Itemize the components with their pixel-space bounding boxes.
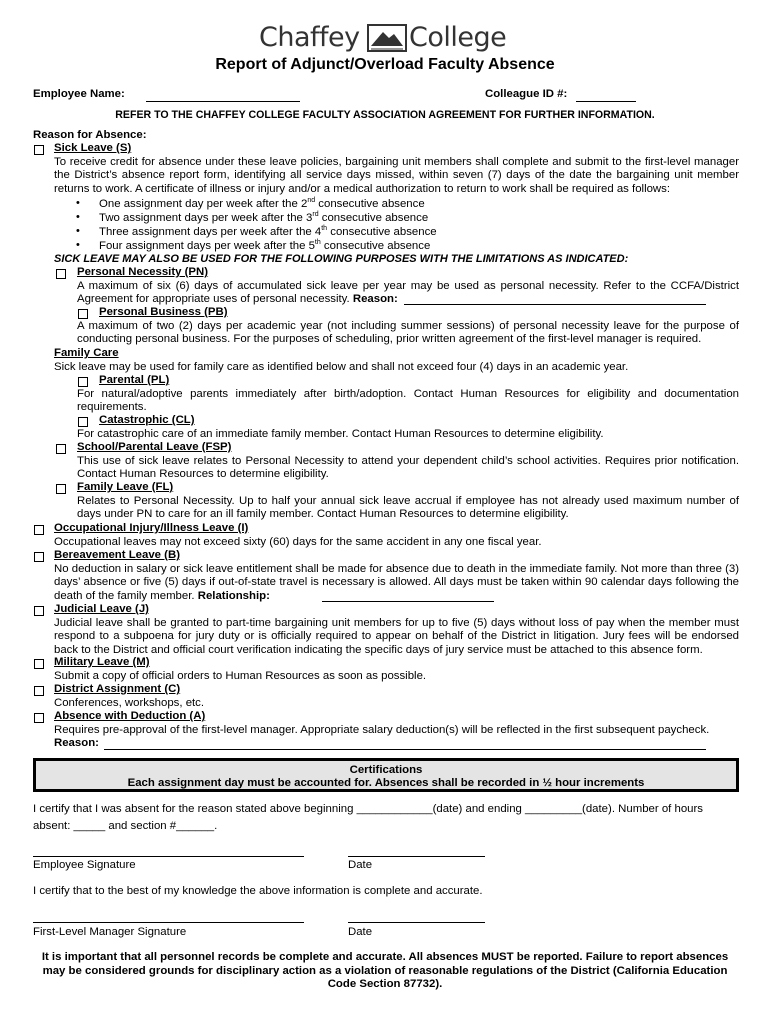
absence-deduction-text: Requires pre-approval of the first-level manager. Appropriate salary deduction(s) will be reflected in the first subsequent paycheck. [54,724,710,736]
district-assignment-text: Conferences, workshops, etc. [54,697,205,709]
bullet-icon: • [76,211,80,223]
logo-right-text: College [409,22,507,53]
judicial-checkbox[interactable] [34,606,44,616]
pb-label: Personal Business (PB) [99,306,228,318]
employee-name-label: Employee Name: [33,88,125,100]
fsp-text: This use of sick leave relates to Personal Necessity to attend your dependent child’s school activities. Requires prior notification. Contact Human Resources to determine eligibility. [77,455,739,481]
certify-accurate-text: I certify that to the best of my knowledge the above information is complete and accurate. [33,885,483,897]
parental-text: For natural/adoptive parents immediately after birth/adoption. Contact Human Resources for eligibility and documentation requirements. [77,388,739,414]
bereavement-text: No deduction in salary or sick leave entitlement shall be made for absence due to death in the immediate family. Not more than three (3) days’ absence or five (5) days if out-of-state travel is necessary is allowed. All days must be taken within 90 calendar days following the death of the family member. Relationship: [54,563,739,602]
sick-leave-checkbox[interactable] [34,145,44,155]
absence-deduction-label: Absence with Deduction (A) [54,710,206,722]
pn-label: Personal Necessity (PN) [77,266,209,278]
fsp-label: School/Parental Leave (FSP) [77,441,232,453]
bereavement-checkbox[interactable] [34,552,44,562]
colleague-id-field[interactable] [576,101,636,102]
certifications-box [33,758,739,792]
parental-checkbox[interactable] [78,377,88,387]
colleague-id-label: Colleague ID #: [485,88,568,100]
employee-date-label: Date [348,859,373,871]
fsp-checkbox[interactable] [56,444,66,454]
bullet-icon: • [76,239,80,251]
sick-also-used-notice: SICK LEAVE MAY ALSO BE USED FOR THE FOLLOWING PURPOSES WITH THE LIMITATIONS AS INDICATED: [54,253,629,265]
pb-text: A maximum of two (2) days per academic year (not including summer sessions) of personal necessity leave for the purpose of conducting personal business. For the purposes of scheduling, prior written agreement of the first-level manager is required. [77,320,739,346]
pb-checkbox[interactable] [78,309,88,319]
sick-bullet-1: One assignment day per week after the 2nd consecutive absence [99,197,425,210]
parental-label: Parental (PL) [99,374,170,386]
reason-heading: Reason for Absence: [33,129,147,141]
bullet-icon: • [76,197,80,209]
fl-text: Relates to Personal Necessity. Up to half your annual sick leave accrual if employee has not already used maximum number of days under PN to care for an ill family member. Contact Human Resources to determine eligibility. [77,495,739,521]
district-assignment-checkbox[interactable] [34,686,44,696]
relationship-field[interactable] [322,601,494,602]
fl-label: Family Leave (FL) [77,481,174,493]
judicial-label: Judicial Leave (J) [54,603,149,615]
certifications-subtitle: Each assignment day must be accounted for. Absences shall be recorded in ½ hour increments [127,777,645,789]
sick-leave-label: Sick Leave (S) [54,142,132,154]
logo-left-text: Chaffey [259,22,360,53]
catastrophic-text: For catastrophic care of an immediate family member. Contact Human Resources to determine eligibility. [77,428,604,440]
chaffey-college-logo [259,22,513,54]
catastrophic-checkbox[interactable] [78,417,88,427]
manager-signature-field[interactable] [33,922,304,923]
absence-deduction-reason-field[interactable] [104,749,706,750]
bereavement-label: Bereavement Leave (B) [54,549,180,561]
military-checkbox[interactable] [34,659,44,669]
sick-bullet-4: Four assignment days per week after the 5th consecutive absence [99,239,431,252]
pn-reason-field[interactable] [404,304,706,305]
employee-name-field[interactable] [146,101,300,102]
certify-absence-line2: absent: _____ and section #______. [33,820,218,832]
judicial-text: Judicial leave shall be granted to part-time bargaining unit members for up to five (5) days without loss of pay when the member must respond to a subpoena for jury duty or is officially required to appear on behalf of the District in litigation. Jury fees will be endorsed back to the District and official court verification indicating the specific days of jury service must be attached to this absence form. [54,617,739,656]
manager-signature-label: First-Level Manager Signature [33,926,187,938]
sick-leave-text: To receive credit for absence under these leave policies, bargaining unit members shall complete and submit to the first-level manager the District’s absence report form, identifying all service days missed, within seven (7) days of the date the bargaining unit member returns to work. A certificate of illness or injury and/or a medical authorization to return to work shall be required as follows: [54,156,739,195]
manager-date-label: Date [348,926,373,938]
employee-date-field[interactable] [348,856,485,857]
sick-bullet-2: Two assignment days per week after the 3rd consecutive absence [99,211,429,224]
sick-bullet-3: Three assignment days per week after the 4th consecutive absence [99,225,437,238]
page-title: Report of Adjunct/Overload Faculty Absence [215,56,555,73]
absence-deduction-reason-label: Reason: [54,737,99,749]
occupational-checkbox[interactable] [34,525,44,535]
military-text: Submit a copy of official orders to Human Resources as soon as possible. [54,670,427,682]
occupational-label: Occupational Injury/Illness Leave (I) [54,522,249,534]
manager-date-field[interactable] [348,922,485,923]
military-label: Military Leave (M) [54,656,150,668]
footer-notice: It is important that all personnel records be complete and accurate. All absences MUST be reported. Failure to report absences may be considered grounds for disciplinary action as a violation of reasonable regulations of the District (California Education Code Section 87732). [41,951,729,990]
bullet-icon: • [76,225,80,237]
certifications-title: Certifications [349,764,423,776]
family-care-text: Sick leave may be used for family care as identified below and shall not exceed four (4) days in an academic year. [54,361,629,373]
certify-absence-line1: I certify that I was absent for the reason stated above beginning ____________(date) and ending _________(date). Number of hours [33,803,703,815]
pn-text: A maximum of six (6) days of accumulated sick leave per year may be used as personal necessity. Refer to the CCFA/District Agreement for appropriate uses of personal necessity. Reason: [77,280,739,306]
fl-checkbox[interactable] [56,484,66,494]
logo-mountain-icon [367,24,407,52]
employee-signature-label: Employee Signature [33,859,136,871]
pn-checkbox[interactable] [56,269,66,279]
family-care-label: Family Care [54,347,119,359]
catastrophic-label: Catastrophic (CL) [99,414,195,426]
district-assignment-label: District Assignment (C) [54,683,181,695]
absence-deduction-checkbox[interactable] [34,713,44,723]
employee-signature-field[interactable] [33,856,304,857]
occupational-text: Occupational leaves may not exceed sixty (60) days for the same accident in any one fiscal year. [54,536,542,548]
refer-notice: REFER TO THE CHAFFEY COLLEGE FACULTY ASSOCIATION AGREEMENT FOR FURTHER INFORMATION. [115,109,655,121]
